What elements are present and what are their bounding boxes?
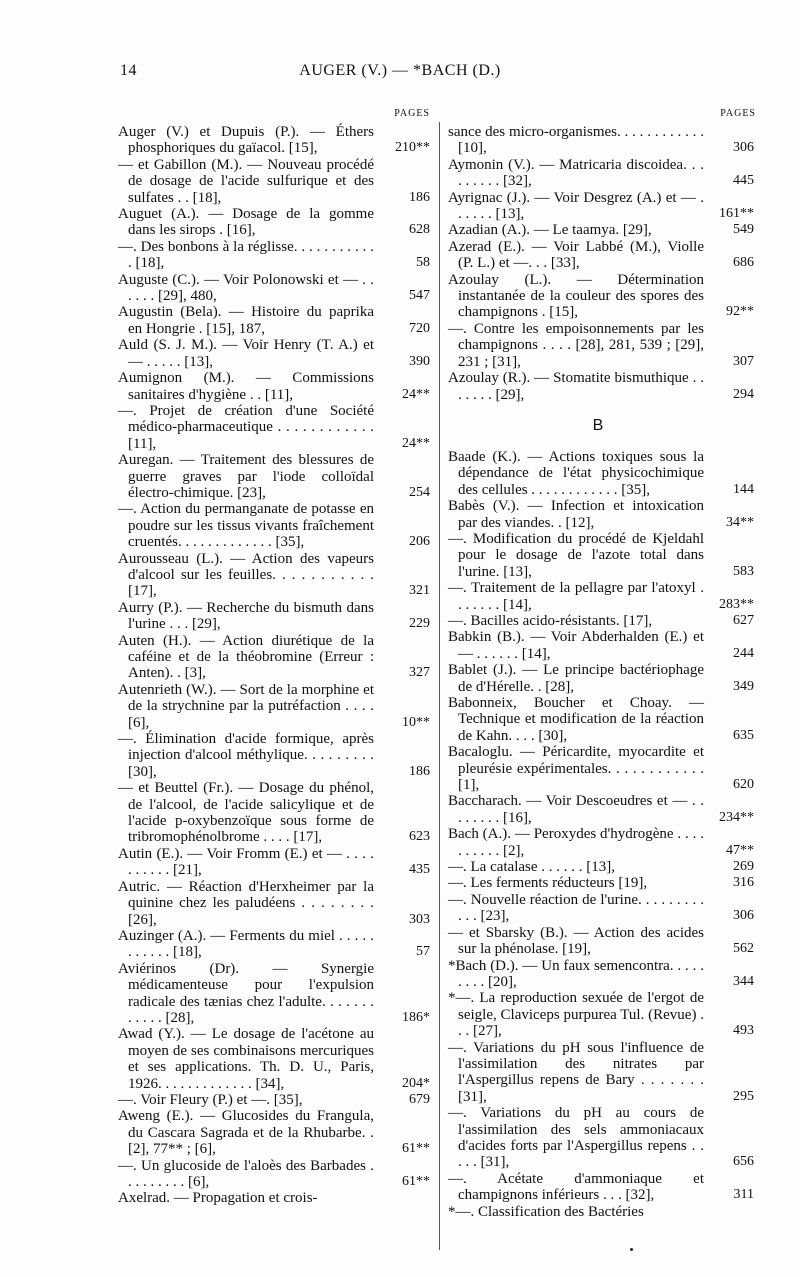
entry-page-ref: 686 bbox=[733, 255, 754, 271]
entry-page-ref: 493 bbox=[733, 1023, 754, 1039]
entry-page-ref: 269 bbox=[733, 859, 754, 875]
entry-page-ref: 311 bbox=[733, 1187, 754, 1203]
entry-page-ref: 321 bbox=[409, 583, 430, 599]
entry-text: Auguste (C.). — Voir Polonowski et — . . . . . . [29], 480, bbox=[118, 271, 374, 305]
entry-text: Auger (V.) et Dupuis (P.). — Éthers phosphoriques du gaïacol. [15], bbox=[118, 124, 374, 157]
entry-page-ref: 92** bbox=[726, 304, 754, 320]
entry-text: Auld (S. J. M.). — Voir Henry (T. A.) et — . . . . . [13], bbox=[118, 337, 374, 370]
entry-text: —. Élimination d'acide formique, après injection d'alcool méthylique. . . . . . . . . [30], bbox=[118, 731, 374, 780]
index-entry bbox=[448, 1204, 748, 1220]
entry-text: Auten (H.). — Action diurétique de la caféine et de la théobromine (Erreur : Anten). . [3], bbox=[118, 632, 374, 682]
entry-text: Azadian (A.). — Le taamya. [29], bbox=[448, 222, 652, 239]
entry-text: *—. La reproduction sexuée de l'ergot de seigle, Claviceps purpurea Tul. (Revue) . . . [27], bbox=[448, 990, 704, 1040]
entry-page-ref: 234** bbox=[719, 809, 754, 825]
entry-text: Ayrignac (J.). — Voir Desgrez (A.) et — . . . . . . [13], bbox=[448, 189, 704, 223]
index-entry bbox=[118, 682, 430, 731]
pages-heading: PAGES bbox=[720, 108, 756, 119]
index-column-right bbox=[448, 108, 756, 1220]
index-entry bbox=[118, 1158, 430, 1191]
entry-text: Autric. — Réaction d'Herxheimer par la quinine chez les paludéens . . . . . . . . [26], bbox=[118, 878, 374, 928]
entry-page-ref: 327 bbox=[409, 665, 430, 681]
entry-page-ref: 10** bbox=[402, 714, 430, 730]
index-entry bbox=[448, 793, 754, 826]
entry-text: —. Modification du procédé de Kjeldahl pour le dosage de l'azote total dans l'urine. [13], bbox=[448, 530, 704, 580]
index-entry bbox=[448, 238, 754, 272]
index-entry bbox=[118, 337, 430, 370]
entry-text: Baade (K.). — Actions toxiques sous la dépendance de l'état physicochimique des cellules . . . . . . . . . . . . [35], bbox=[448, 448, 704, 498]
entry-page-ref: 186 bbox=[409, 763, 430, 779]
entry-list bbox=[448, 124, 754, 403]
entry-text: Autenrieth (W.). — Sort de la morphine et de la strychnine par la putréfaction . . . . [6], bbox=[118, 681, 374, 731]
entry-page-ref: 306 bbox=[733, 140, 754, 156]
entry-page-ref: 295 bbox=[733, 1088, 754, 1104]
entry-text: Awad (Y.). — Le dosage de l'acétone au moyen de ses combinaisons mercuriques et ses applications. Th. D. U., Paris, 1926. . . . . . . . . . . . . [34], bbox=[118, 1026, 374, 1092]
entry-text: Azerad (E.). — Voir Labbé (M.), Violle (P. L.) et —. . . [33], bbox=[448, 238, 704, 272]
entry-page-ref: 344 bbox=[733, 973, 754, 989]
entry-text: Azoulay (L.). — Détermination instantanée de la couleur des spores des champignons . [15], bbox=[448, 271, 704, 321]
entry-text: —. Nouvelle réaction de l'urine. . . . . . . . . . . . [23], bbox=[448, 891, 704, 925]
entry-page-ref: 294 bbox=[733, 386, 754, 402]
entry-text: —. Contre les empoisonnements par les champignons . . . . [28], 281, 539 ; [29], 231 ; [31], bbox=[448, 320, 704, 370]
entry-text: —. Voir Fleury (P.) et —. [35], bbox=[118, 1091, 303, 1108]
index-entry bbox=[118, 239, 430, 272]
entry-page-ref: 562 bbox=[733, 941, 754, 957]
index-entry bbox=[448, 891, 754, 925]
index-entry bbox=[448, 990, 754, 1040]
entry-text: —. Action du permanganate de potasse en poudre sur les tissus vivants fraîchement cruentés. . . . . . . . . . . . . [35], bbox=[118, 501, 374, 551]
entry-text: Babkin (B.). — Voir Abderhalden (E.) et — . . . . . . [14], bbox=[448, 629, 704, 662]
index-entry bbox=[448, 222, 754, 239]
index-entry bbox=[118, 272, 430, 305]
entry-page-ref: 620 bbox=[733, 777, 754, 793]
index-entry bbox=[118, 1108, 430, 1157]
entry-page-ref: 583 bbox=[733, 563, 754, 579]
index-entry bbox=[448, 124, 754, 157]
index-entry bbox=[118, 633, 430, 682]
entry-page-ref: 254 bbox=[409, 484, 430, 500]
entry-text: Autin (E.). — Voir Fromm (E.) et — . . . . . . . . . . [21], bbox=[118, 845, 374, 879]
entry-text: — et Sbarsky (B.). — Action des acides sur la phénolase. [19], bbox=[448, 924, 704, 958]
index-entry bbox=[448, 580, 754, 613]
index-entry bbox=[118, 1092, 430, 1108]
entry-page-ref: 206 bbox=[409, 534, 430, 550]
index-entry bbox=[448, 612, 754, 629]
entry-page-ref: 306 bbox=[733, 908, 754, 924]
entry-page-ref: 58 bbox=[416, 255, 430, 271]
index-entry bbox=[448, 695, 754, 744]
pages-heading: PAGES bbox=[394, 108, 430, 119]
index-entry bbox=[448, 662, 754, 695]
index-entry bbox=[118, 780, 430, 846]
entry-text: Aurousseau (L.). — Action des vapeurs d'alcool sur les feuilles. . . . . . . . . . . [17], bbox=[118, 550, 374, 600]
entry-text: Auguet (A.). — Dosage de la gomme dans les sirops . [16], bbox=[118, 206, 374, 239]
entry-text: Auregan. — Traitement des blessures de guerre graves par l'iode colloïdal électro-chimique. [23], bbox=[118, 452, 374, 501]
entry-page-ref: 229 bbox=[409, 616, 430, 632]
index-entry bbox=[448, 1039, 754, 1106]
index-entry bbox=[118, 403, 430, 452]
entry-page-ref: 390 bbox=[409, 353, 430, 369]
entry-text: Baccharach. — Voir Descoeudres et — . . . . . . . . [16], bbox=[448, 793, 704, 826]
entry-text: Aweng (E.). — Glucosides du Frangula, du Cascara Sagrada et de la Rhubarbe. . [2], 77** ; [6], bbox=[118, 1108, 374, 1158]
entry-page-ref: 316 bbox=[733, 875, 754, 891]
index-entry bbox=[118, 731, 430, 780]
entry-page-ref: 656 bbox=[733, 1154, 754, 1170]
index-entry bbox=[118, 124, 430, 157]
entry-text: —. Les ferments réducteurs [19], bbox=[448, 875, 648, 892]
entry-page-ref: 210** bbox=[395, 140, 430, 156]
entry-list bbox=[448, 448, 754, 1220]
entry-text: —. Traitement de la pellagre par l'atoxyl . . . . . . . [14], bbox=[448, 580, 704, 613]
entry-page-ref: 24** bbox=[402, 386, 430, 402]
running-title: AUGER (V.) — *BACH (D.) bbox=[299, 62, 501, 79]
index-entry bbox=[118, 206, 430, 239]
entry-text: —. Des bonbons à la réglisse. . . . . . . . . . . . [18], bbox=[118, 238, 374, 272]
index-entry bbox=[448, 875, 754, 892]
index-entry bbox=[118, 879, 430, 928]
ink-speck bbox=[630, 1248, 633, 1251]
entry-page-ref: 61** bbox=[402, 1174, 430, 1189]
entry-text: Azoulay (R.). — Stomatite bismuthique . . . . . . . [29], bbox=[448, 370, 704, 403]
index-entry bbox=[118, 157, 430, 206]
entry-text: Aviérinos (Dr). — Synergie médicamenteuse pour l'expulsion radicale des tænias chez l'adulte. . . . . . . . . . . . [28], bbox=[118, 960, 374, 1026]
entry-page-ref: 627 bbox=[733, 612, 754, 628]
entry-page-ref: 635 bbox=[733, 727, 754, 743]
index-entry bbox=[448, 957, 754, 991]
index-entry bbox=[448, 924, 754, 958]
index-entry bbox=[118, 1190, 430, 1206]
index-entry bbox=[448, 1170, 754, 1204]
entry-text: —. Variations du pH sous l'influence de l'assimilation des nitrates par l'Aspergillus repens de Bary . . . . . . . [31], bbox=[448, 1039, 704, 1105]
index-entry bbox=[118, 370, 430, 403]
entry-page-ref: 303 bbox=[409, 911, 430, 927]
index-entry bbox=[448, 629, 754, 662]
entry-text: sance des micro-organismes. . . . . . . . . . . . [10], bbox=[448, 124, 704, 157]
entry-page-ref: 435 bbox=[409, 862, 430, 878]
index-column-left bbox=[118, 108, 430, 1207]
entry-text: Bacaloglu. — Péricardite, myocardite et pleurésie expérimentales. . . . . . . . . . . . [1], bbox=[448, 744, 704, 794]
entry-text: Babès (V.). — Infection et intoxication par des viandes. . [12], bbox=[448, 498, 704, 531]
index-entry bbox=[118, 452, 430, 501]
entry-page-ref: 244 bbox=[733, 645, 754, 661]
index-entry bbox=[118, 501, 430, 550]
index-entry bbox=[448, 370, 754, 403]
section-letter: B bbox=[592, 416, 604, 434]
entry-text: —. Variations du pH au cours de l'assimilation des sels ammoniacaux d'acides forts par l'Aspergillus repens . . . . . [31], bbox=[448, 1105, 704, 1171]
entry-text: Aurry (P.). — Recherche du bismuth dans l'urine . . . [29], bbox=[118, 599, 374, 633]
entry-page-ref: 144 bbox=[733, 481, 754, 497]
entry-page-ref: 547 bbox=[409, 288, 430, 304]
entry-text: Bach (A.). — Peroxydes d'hydrogène . . . . . . . . . . [2], bbox=[448, 826, 704, 859]
entry-page-ref: 679 bbox=[409, 1091, 430, 1107]
index-entry bbox=[118, 304, 430, 337]
entry-page-ref: 204* bbox=[402, 1075, 430, 1091]
entry-text: —. Acétate d'ammoniaque et champignons inférieurs . . . [32], bbox=[448, 1170, 704, 1204]
index-entry bbox=[448, 1105, 754, 1171]
index-entry bbox=[448, 448, 754, 498]
page-header bbox=[120, 62, 680, 86]
entry-text: Aumignon (M.). — Commissions sanitaires d'hygiène . . [11], bbox=[118, 370, 374, 403]
index-entry bbox=[448, 859, 754, 876]
entry-page-ref: 24** bbox=[402, 435, 430, 451]
index-entry bbox=[448, 826, 754, 859]
entry-text: *—. Classification des Bactéries bbox=[448, 1203, 644, 1220]
entry-text: Axelrad. — Propagation et crois- bbox=[118, 1190, 318, 1207]
page-number: 14 bbox=[120, 62, 137, 79]
entry-page-ref: 61** bbox=[402, 1141, 430, 1157]
entry-page-ref: 628 bbox=[409, 222, 430, 238]
index-entry bbox=[448, 320, 754, 370]
entry-page-ref: 549 bbox=[733, 222, 754, 238]
entry-list bbox=[118, 124, 430, 1207]
index-entry bbox=[448, 498, 754, 531]
entry-text: —. Projet de création d'une Société médico-pharmaceutique . . . . . . . . . . . . [11], bbox=[118, 402, 374, 452]
entry-text: —. Un glucoside de l'aloès des Barbades . . . . . . . . . [6], bbox=[118, 1157, 374, 1190]
entry-page-ref: 186* bbox=[402, 1009, 430, 1025]
entry-text: Augustin (Bela). — Histoire du paprika en Hongrie . [15], 187, bbox=[118, 304, 374, 337]
entry-text: Aymonin (V.). — Matricaria discoidea. . . . . . . . . [32], bbox=[448, 156, 704, 190]
entry-page-ref: 623 bbox=[409, 829, 430, 845]
entry-page-ref: 349 bbox=[733, 678, 754, 694]
entry-page-ref: 307 bbox=[733, 353, 754, 369]
entry-page-ref: 57 bbox=[416, 944, 430, 960]
entry-text: — et Beuttel (Fr.). — Dosage du phénol, de l'alcool, de l'acide salicylique et de l'acide p-oxybenzoïque sous forme de tribromophénolbrome . . . . [17], bbox=[118, 780, 374, 846]
entry-text: —. La catalase . . . . . . [13], bbox=[448, 859, 616, 876]
entry-page-ref: 720 bbox=[409, 320, 430, 336]
index-entry bbox=[118, 846, 430, 879]
index-entry bbox=[448, 156, 754, 190]
entry-page-ref: 186 bbox=[409, 189, 430, 205]
index-entry bbox=[118, 961, 430, 1027]
entry-text: — et Gabillon (M.). — Nouveau procédé de dosage de l'acide sulfurique et des sulfates . . [18], bbox=[118, 156, 374, 206]
entry-page-ref: 445 bbox=[733, 173, 754, 189]
entry-page-ref: 47** bbox=[726, 842, 754, 858]
index-entry bbox=[118, 928, 430, 961]
index-entry bbox=[448, 271, 754, 321]
entry-text: —. Bacilles acido-résistants. [17], bbox=[448, 612, 653, 629]
entry-text: Auzinger (A.). — Ferments du miel . . . . . . . . . . . [18], bbox=[118, 927, 374, 961]
entry-page-ref: 34** bbox=[726, 514, 754, 530]
entry-page-ref: 283** bbox=[719, 596, 754, 612]
index-entry bbox=[448, 744, 754, 794]
column-divider bbox=[439, 122, 440, 1250]
index-entry bbox=[118, 551, 430, 600]
entry-page-ref: 161** bbox=[719, 206, 754, 222]
index-entry bbox=[118, 600, 430, 633]
entry-text: Babonneix, Boucher et Choay. — Technique et modification de la réaction de Kahn. . . . [30], bbox=[448, 695, 704, 744]
index-entry bbox=[448, 189, 754, 223]
entry-text: Bablet (J.). — Le principe bactériophage de d'Hérelle. . [28], bbox=[448, 662, 704, 695]
index-entry bbox=[448, 530, 754, 580]
entry-text: *Bach (D.). — Un faux semencontra. . . . . . . . . [20], bbox=[448, 957, 704, 990]
index-entry bbox=[118, 1026, 430, 1092]
